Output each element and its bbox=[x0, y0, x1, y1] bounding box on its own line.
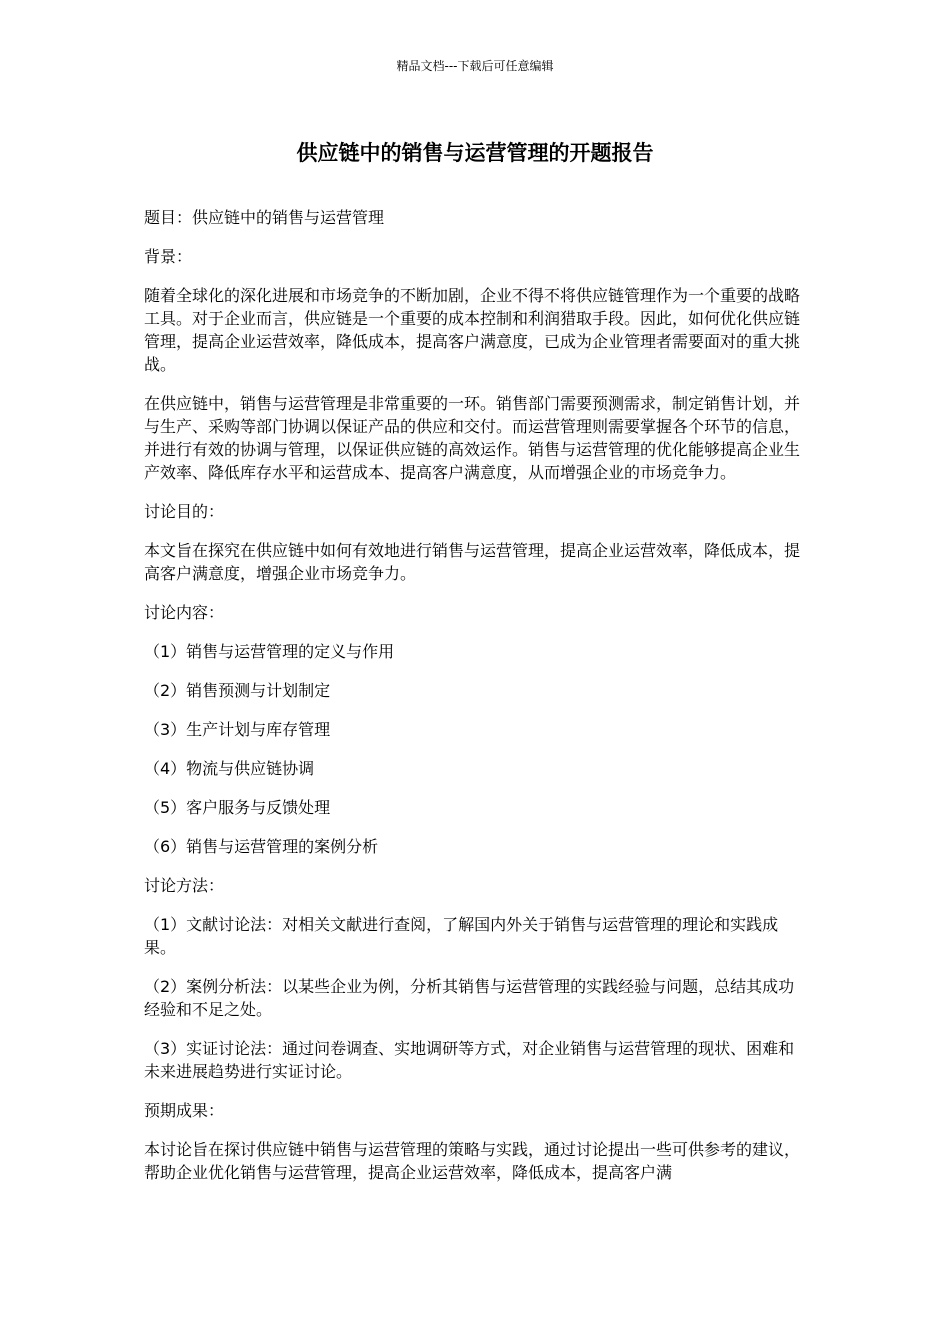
purpose-paragraph: 本文旨在探究在供应链中如何有效地进行销售与运营管理，提高企业运营效率，降低成本，提高客户满意度，增强企业市场竞争力。 bbox=[144, 541, 801, 583]
content-list-item: （4）物流与供应链协调 bbox=[144, 759, 315, 778]
method-list-item: （3）实证讨论法：通过问卷调查、实地调研等方式，对企业销售与运营管理的现状、困难和未来进展趋势进行实证讨论。 bbox=[144, 1039, 795, 1081]
background-paragraph: 在供应链中，销售与运营管理是非常重要的一环。销售部门需要预测需求，制定销售计划，并与生产、采购等部门协调以保证产品的供应和交付。而运营管理则需要掌握各个环节的信息，并进行有效的协调与管理，以保证供应链的高效运作。销售与运营管理的优化能够提高企业生产效率、降低库存水平和运营成本、提高客户满意度，从而增强企业的市场竞争力。 bbox=[144, 394, 801, 482]
document-title: 供应链中的销售与运营管理的开题报告 bbox=[296, 141, 654, 165]
method-list-item: （2）案例分析法：以某些企业为例，分析其销售与运营管理的实践经验与问题，总结其成功经验和不足之处。 bbox=[144, 977, 795, 1019]
content-label: 讨论内容： bbox=[144, 603, 225, 622]
content-list-item: （2）销售预测与计划制定 bbox=[144, 681, 331, 700]
content-list-item: （5）客户服务与反馈处理 bbox=[144, 798, 331, 817]
background-paragraph: 随着全球化的深化进展和市场竞争的不断加剧，企业不得不将供应链管理作为一个重要的战略工具。对于企业而言，供应链是一个重要的成本控制和利润猎取手段。因此，如何优化供应链管理，提高企业运营效率，降低成本，提高客户满意度，已成为企业管理者需要面对的重大挑战。 bbox=[144, 286, 801, 374]
results-paragraph: 本讨论旨在探讨供应链中销售与运营管理的策略与实践，通过讨论提出一些可供参考的建议，帮助企业优化销售与运营管理，提高企业运营效率，降低成本，提高客户满 bbox=[144, 1140, 801, 1182]
method-list-item: （1）文献讨论法：对相关文献进行查阅，了解国内外关于销售与运营管理的理论和实践成果。 bbox=[144, 915, 779, 957]
content-list-item: （1）销售与运营管理的定义与作用 bbox=[144, 642, 395, 661]
topic-line: 题目：供应链中的销售与运营管理 bbox=[144, 208, 385, 227]
purpose-label: 讨论目的： bbox=[144, 502, 225, 521]
content-list-item: （3）生产计划与库存管理 bbox=[144, 720, 331, 739]
document-body bbox=[144, 206, 808, 1200]
header-note: 精品文档---下载后可任意编辑 bbox=[396, 59, 554, 73]
background-label: 背景： bbox=[144, 247, 193, 266]
results-label: 预期成果： bbox=[144, 1101, 225, 1120]
method-label: 讨论方法： bbox=[144, 876, 225, 895]
content-list-item: （6）销售与运营管理的案例分析 bbox=[144, 837, 379, 856]
